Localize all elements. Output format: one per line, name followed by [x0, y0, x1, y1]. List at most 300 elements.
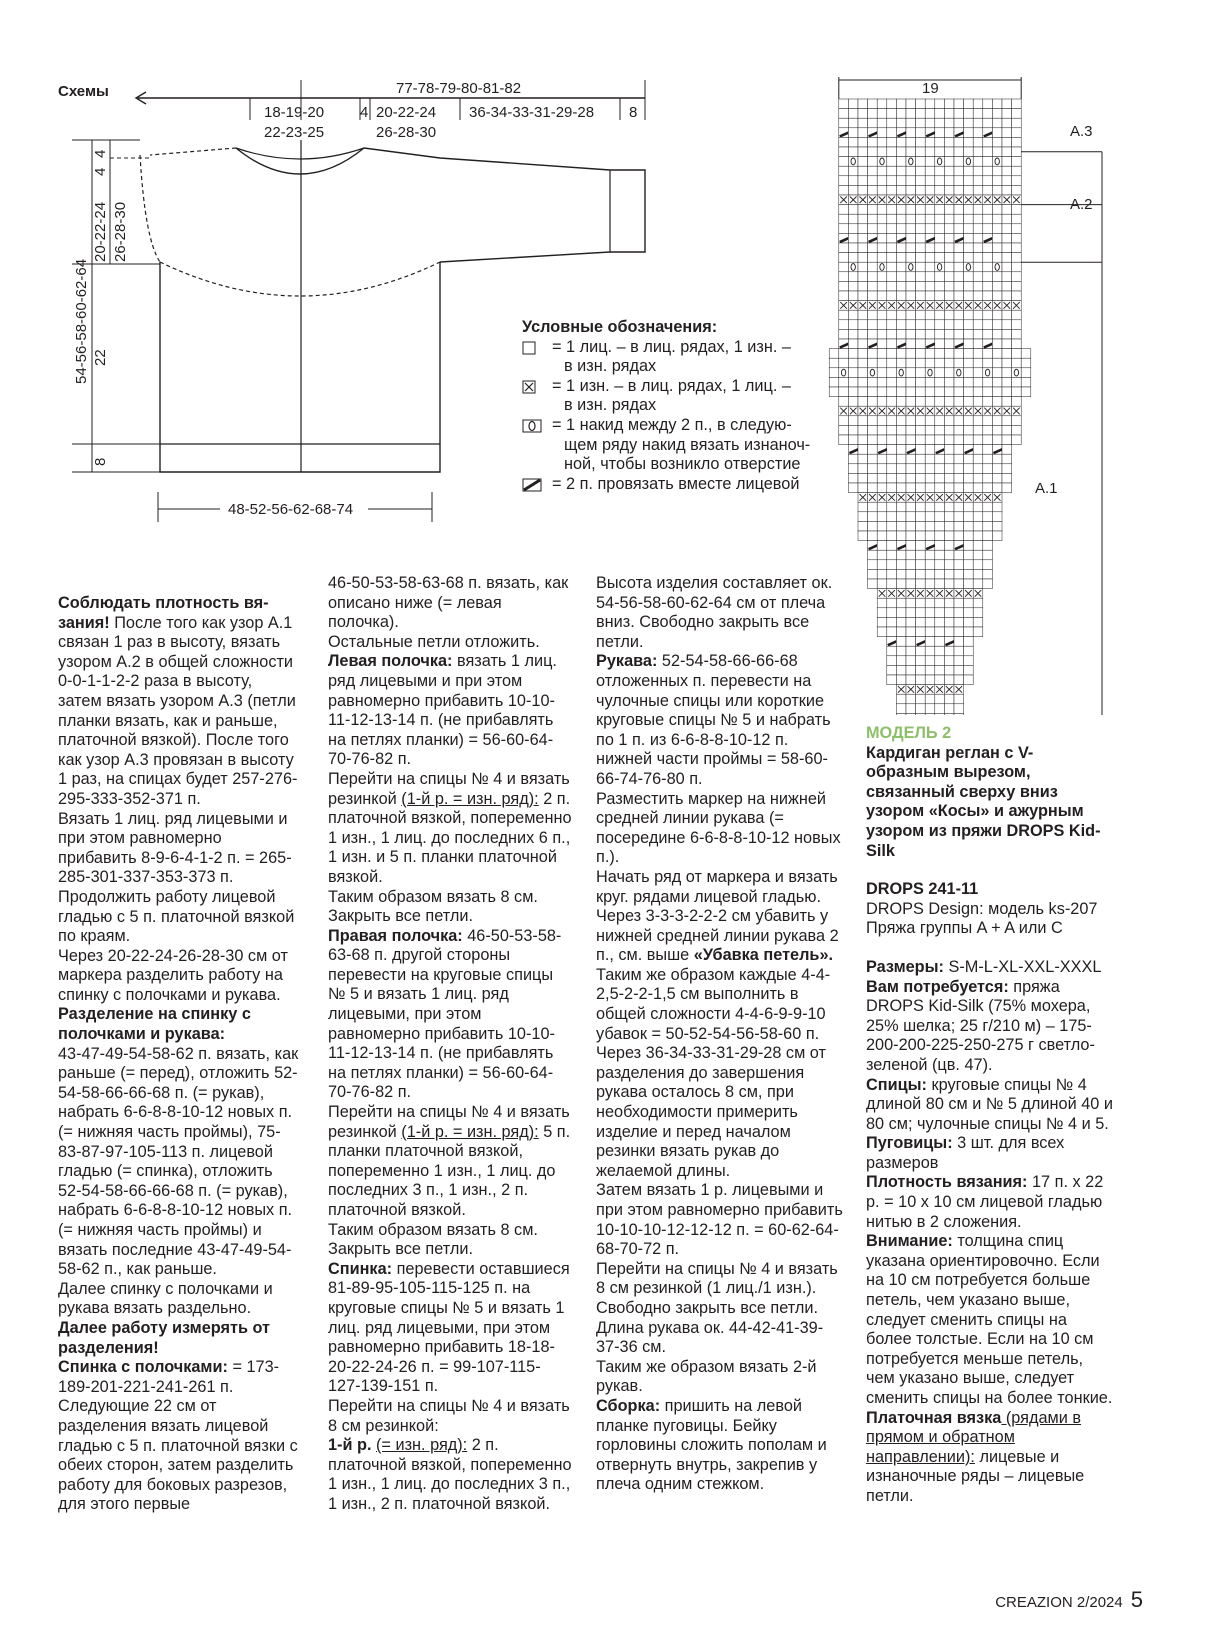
chart-cell: [896, 598, 906, 608]
chart-cell: [935, 416, 945, 426]
chart-cell: [935, 569, 945, 579]
chart-cell: [973, 349, 983, 359]
heading-sizes: Размеры:: [866, 957, 944, 976]
chart-cell: [935, 185, 945, 195]
chart-cell: [964, 272, 974, 282]
chart-cell: [916, 512, 926, 522]
paragraph: Разместить маркер на нижней средней линии рукава (= посередине 6-6-8-8-10-12 новых п.).: [596, 789, 841, 867]
chart-cell: [887, 157, 897, 167]
chart-cell: [877, 109, 887, 119]
chart-cell: [848, 416, 858, 426]
chart-cell: [1002, 358, 1012, 368]
chart-cell: [896, 272, 906, 282]
chart-cell: [1002, 377, 1012, 387]
chart-cell: [839, 387, 849, 397]
chart-cell: [944, 483, 954, 493]
chart-cell: [896, 377, 906, 387]
chart-cell: [954, 598, 964, 608]
chart-cell: [992, 377, 1002, 387]
chart-cell: [848, 310, 858, 320]
chart-cell: [1012, 358, 1022, 368]
chart-cell: [992, 339, 1002, 349]
chart-cell: [868, 291, 878, 301]
chart-cell: [992, 185, 1002, 195]
chart-cell: [992, 166, 1002, 176]
chart-cell: [839, 166, 849, 176]
chart-cell: [992, 358, 1002, 368]
chart-cell: [973, 531, 983, 541]
chart-cell: [964, 637, 974, 647]
chart-cell: [896, 253, 906, 263]
chart-cell: [935, 320, 945, 330]
chart-cell: [935, 166, 945, 176]
chart-cell: [906, 608, 916, 618]
chart-cell: [848, 176, 858, 186]
chart-cell: [877, 214, 887, 224]
chart-cell: [954, 377, 964, 387]
chart-cell: [896, 694, 906, 704]
chart-cell: [925, 560, 935, 570]
chart-cell: [973, 425, 983, 435]
paragraph: После того как узор А.1 связан 1 раз в высоту, вязать узором А.2 в общей сложности 0-0-1-1-2-2 раза в высоту, затем вязать узором А.3 (петли планки вязать, как и раньше, платочной вязкой). После того как узор А.3 провязан в высоту 1 раз, на спицах будет 257-276-295-333-352-371 п.: [58, 613, 298, 808]
chart-cell: [916, 435, 926, 445]
magazine-issue: CREAZION 2/2024: [995, 1594, 1123, 1611]
chart-cell: [839, 435, 849, 445]
chart-cell: [839, 291, 849, 301]
chart-cell: [839, 310, 849, 320]
chart-cell: [868, 521, 878, 531]
chart-cell: [935, 560, 945, 570]
chart-cell: [954, 243, 964, 253]
chart-cell: [868, 349, 878, 359]
chart-cell: [992, 118, 1002, 128]
chart-cell: [916, 243, 926, 253]
chart-cell: [916, 291, 926, 301]
chart-cell: [877, 608, 887, 618]
chart-cell: [983, 224, 993, 234]
chart-cell: [916, 416, 926, 426]
chart-cell: [973, 397, 983, 407]
chart-cell: [848, 185, 858, 195]
chart-cell: [877, 541, 887, 551]
chart-cell: [868, 320, 878, 330]
chart-cell: [944, 291, 954, 301]
chart-cell: [858, 281, 868, 291]
chart-cell: [887, 205, 897, 215]
chart-cell: [868, 435, 878, 445]
chart-cell: [839, 157, 849, 167]
chart-cell: [964, 454, 974, 464]
chart-cell: [964, 109, 974, 119]
chart-cell: [858, 147, 868, 157]
chart-cell: [896, 166, 906, 176]
chart-cell: [935, 656, 945, 666]
chart-cell: [944, 137, 954, 147]
chart-cell: [916, 694, 926, 704]
chart-cell: [848, 166, 858, 176]
chart-cell: [964, 646, 974, 656]
chart-cell: [1012, 166, 1022, 176]
chart-label-a1: A.1: [1035, 480, 1058, 497]
chart-cell: [877, 128, 887, 138]
chart-cell: [944, 185, 954, 195]
chart-cell: [858, 464, 868, 474]
chart-cell: [877, 310, 887, 320]
chart-cell: [887, 608, 897, 618]
chart-cell: [1002, 473, 1012, 483]
chart-cell: [916, 358, 926, 368]
chart-cell: [868, 473, 878, 483]
chart-cell: [848, 281, 858, 291]
chart-cell: [858, 214, 868, 224]
chart-cell: [868, 99, 878, 109]
chart-cell: [973, 445, 983, 455]
chart-cell: [954, 473, 964, 483]
chart-cell: [944, 675, 954, 685]
chart-cell: [916, 109, 926, 119]
chart-cell: [973, 320, 983, 330]
chart-cell: [877, 627, 887, 637]
chart-cell: [954, 185, 964, 195]
heading-attention: Внимание:: [866, 1232, 953, 1251]
chart-cell: [954, 320, 964, 330]
chart-cell: [916, 675, 926, 685]
paragraph: Следующие 22 см от разделения вязать лицевой гладью с 5 п. платочной вязки с обеих сторон, затем разделить работу для боковых разрезов, для этого первые: [58, 1397, 298, 1514]
chart-cell: [848, 109, 858, 119]
chart-cell: [1002, 214, 1012, 224]
chart-cell: [935, 425, 945, 435]
chart-cell: [868, 425, 878, 435]
chart-cell: [983, 99, 993, 109]
chart-cell: [839, 214, 849, 224]
chart-cell: [925, 473, 935, 483]
chart-cell: [992, 253, 1002, 263]
chart-cell: [954, 109, 964, 119]
chart-cell: [983, 569, 993, 579]
chart-cell: [916, 541, 926, 551]
chart-cell: [896, 512, 906, 522]
chart-cell: [829, 368, 839, 378]
paragraph: Перейти на спицы № 4 и вязать резинкой: [328, 769, 570, 808]
chart-cell: [973, 416, 983, 426]
chart-cell: [906, 473, 916, 483]
chart-cell: [954, 502, 964, 512]
chart-cell: [973, 272, 983, 282]
heading-gauge: Плотность вязания:: [866, 1173, 1028, 1192]
model-code: DROPS 241-11: [866, 880, 979, 899]
chart-cell: [916, 185, 926, 195]
chart-cell: [887, 320, 897, 330]
chart-cell: [964, 598, 974, 608]
chart-cell: [839, 205, 849, 215]
chart-cell: [877, 99, 887, 109]
chart-cell: [935, 617, 945, 627]
chart-cell: [906, 253, 916, 263]
chart-cell: [916, 665, 926, 675]
chart-cell: [906, 713, 916, 715]
chart-cell: [944, 176, 954, 186]
chart-cell: [1002, 445, 1012, 455]
chart-cell: [858, 329, 868, 339]
chart-cell: [935, 214, 945, 224]
chart-cell: [983, 483, 993, 493]
chart-cell: [935, 99, 945, 109]
chart-cell: [887, 214, 897, 224]
chart-cell: [964, 349, 974, 359]
chart-cell: [877, 358, 887, 368]
chart-cell: [944, 521, 954, 531]
chart-cell: [925, 713, 935, 715]
chart-cell: [964, 617, 974, 627]
chart-cell: [925, 608, 935, 618]
dim-neck-1: 18-19-20: [264, 104, 325, 121]
paragraph: перевести оставшиеся 81-89-95-105-115-125 п. на круговые спицы № 5 и вязать 1 лиц. ряд лицевыми, при этом равномерно прибавить 18-18-20-22-24-26 п. = 99-107-115-127-139-151 п.: [328, 1259, 570, 1396]
chart-cell: [973, 185, 983, 195]
chart-cell: [964, 147, 974, 157]
chart-cell: [906, 118, 916, 128]
chart-cell: [935, 233, 945, 243]
heading-gauge-warning: Соблюдать плотность вя- зания!: [58, 594, 269, 632]
chart-cell: [1012, 329, 1022, 339]
chart-cell: [868, 118, 878, 128]
chart-cell: [1002, 425, 1012, 435]
dim-rib-8: 8: [92, 457, 109, 466]
chart-cell: [944, 713, 954, 715]
chart-cell: [858, 425, 868, 435]
paragraph: 2 п. платочной вязкой, попеременно 1 изн., 1 лиц. до последних 6 п., 1 изн. и 5 п. планки платочной вязкой.: [328, 789, 572, 886]
chart-cell: [839, 349, 849, 359]
chart-cell: [954, 646, 964, 656]
chart-cell: [839, 185, 849, 195]
chart-cell: [916, 550, 926, 560]
chart-cell: [983, 349, 993, 359]
chart-cell: [1002, 349, 1012, 359]
chart-cell: [925, 253, 935, 263]
chart-cell: [935, 349, 945, 359]
chart-cell: [983, 176, 993, 186]
chart-cell: [887, 483, 897, 493]
chart-cell: [944, 128, 954, 138]
chart-cell: [848, 253, 858, 263]
legend-item-text: = 1 лиц. – в лиц. рядах, 1 изн. –: [552, 337, 791, 356]
chart-cell: [973, 387, 983, 397]
chart-cell: [839, 416, 849, 426]
chart-cell: [964, 329, 974, 339]
dim-left-4b: 4: [92, 167, 109, 176]
paragraph: Продолжить работу лицевой гладью с 5 п. платочной вязкой по краям.: [58, 887, 295, 946]
chart-cell: [983, 329, 993, 339]
chart-cell: [858, 368, 868, 378]
heading-right-front: Правая полочка:: [328, 926, 463, 945]
chart-cell: [887, 358, 897, 368]
chart-cell: [916, 646, 926, 656]
chart-cell: [877, 368, 887, 378]
chart-cell: [964, 166, 974, 176]
chart-cell: [983, 272, 993, 282]
chart-cell: [944, 397, 954, 407]
chart-cell: [973, 598, 983, 608]
chart-cell: [935, 397, 945, 407]
chart-cell: [1002, 272, 1012, 282]
chart-cell: [944, 205, 954, 215]
chart-cell: [916, 214, 926, 224]
chart-cell: [973, 243, 983, 253]
chart-cell: [992, 224, 1002, 234]
chart-cell: [983, 445, 993, 455]
chart-cell: [896, 521, 906, 531]
chart-cell: [848, 99, 858, 109]
chart-cell: [983, 541, 993, 551]
chart-cell: [1002, 157, 1012, 167]
chart-cell: [896, 569, 906, 579]
chart-cell: [868, 224, 878, 234]
empty-square-icon: [522, 341, 542, 355]
paragraph: Через 20-22-24-26-28-30 см от маркера разделить работу на спинку с полочками и рукава.: [58, 946, 288, 1004]
chart-cell: [868, 377, 878, 387]
chart-cell: [992, 147, 1002, 157]
chart-cell: [964, 137, 974, 147]
legend-item-text: в изн. рядах: [564, 396, 657, 415]
chart-cell: [877, 464, 887, 474]
chart-cell: [992, 473, 1002, 483]
chart-cell: [868, 397, 878, 407]
chart-cell: [877, 166, 887, 176]
chart-cell: [935, 454, 945, 464]
chart-cell: [858, 397, 868, 407]
chart-cell: [896, 665, 906, 675]
chart-cell: [925, 445, 935, 455]
chart-cell: [954, 627, 964, 637]
chart-cell: [858, 454, 868, 464]
chart-cell: [1002, 310, 1012, 320]
heading-left-front: Левая полочка:: [328, 652, 453, 671]
chart-cell: [1002, 243, 1012, 253]
chart-cell: [992, 349, 1002, 359]
chart-cell: [868, 253, 878, 263]
chart-cell: [944, 598, 954, 608]
chart-cell: [964, 243, 974, 253]
chart-cell: [964, 512, 974, 522]
legend-item-text: = 1 изн. – в лиц. рядах, 1 лиц. –: [552, 376, 791, 395]
chart-cell: [848, 473, 858, 483]
chart-cell: [954, 157, 964, 167]
chart-cell: [935, 272, 945, 282]
heading-sleeves: Рукава:: [596, 652, 658, 671]
chart-cell: [906, 617, 916, 627]
chart-cell: [858, 128, 868, 138]
chart-cell: [906, 569, 916, 579]
chart-cell: [877, 329, 887, 339]
chart-cell: [964, 550, 974, 560]
chart-cell: [1012, 397, 1022, 407]
chart-cell: [916, 157, 926, 167]
paragraph: 46-50-53-58-63-68 п. другой стороны перевести на круговые спицы № 5 и вязать 1 лиц. ряд лицевыми, при этом равномерно прибавить 10-10-11-12-13-14 п. (не прибавлять на петлях планки) = 56-60-64-70-76-82 п.: [328, 926, 562, 1102]
paragraph: Затем вязать 1 р. лицевыми и при этом равномерно прибавить 10-10-10-12-12-12 п. = 60-62-64-68-70-72 п.: [596, 1181, 843, 1259]
text-column-3: [596, 574, 844, 1495]
dim-sleeve-length: 36-34-33-31-29-28: [469, 104, 595, 121]
chart-cell: [858, 512, 868, 522]
chart-cell: [925, 502, 935, 512]
chart-cell: [925, 617, 935, 627]
chart-cell: [906, 358, 916, 368]
chart-cell: [925, 550, 935, 560]
chart-cell: [916, 329, 926, 339]
chart-cell: [896, 243, 906, 253]
chart-cell: [887, 349, 897, 359]
chart-cell: [983, 243, 993, 253]
chart-cell: [983, 262, 993, 272]
chart-cell: [1012, 109, 1022, 119]
chart-cell: [1012, 147, 1022, 157]
chart-cell: [916, 627, 926, 637]
chart-cell: [992, 128, 1002, 138]
chart-cell: [992, 205, 1002, 215]
chart-cell: [916, 704, 926, 714]
chart-cell: [983, 147, 993, 157]
chart-cell: [916, 473, 926, 483]
chart-cell: [916, 569, 926, 579]
chart-cell: [973, 253, 983, 263]
chart-cell: [964, 310, 974, 320]
chart-cell: [925, 224, 935, 234]
chart-cell: [954, 521, 964, 531]
chart-cell: [916, 176, 926, 186]
chart-cell: [954, 454, 964, 464]
chart-cell: [944, 109, 954, 119]
chart-cell: [935, 608, 945, 618]
chart-cell: [964, 627, 974, 637]
chart-cell: [954, 262, 964, 272]
chart-cell: [906, 435, 916, 445]
chart-cell: [954, 99, 964, 109]
chart-cell: [964, 253, 974, 263]
chart-cell: [973, 157, 983, 167]
chart-cell: [973, 339, 983, 349]
chart-cell: [973, 454, 983, 464]
chart-cell: [954, 310, 964, 320]
chart-cell: [916, 579, 926, 589]
paragraph: Перейти на спицы № 4 и вязать 8 см резинкой:: [328, 1396, 570, 1435]
chart-cell: [935, 339, 945, 349]
chart-cell: [906, 185, 916, 195]
chart-cell: [877, 569, 887, 579]
chart-cell: [983, 109, 993, 119]
chart-cell: [868, 387, 878, 397]
chart-cell: [1021, 368, 1031, 378]
chart-cell: [1012, 435, 1022, 445]
chart-cell: [858, 339, 868, 349]
chart-cell: [1002, 416, 1012, 426]
chart-cell: [848, 483, 858, 493]
chart-cell: [896, 109, 906, 119]
chart-cell: [944, 694, 954, 704]
chart-cell: [1002, 176, 1012, 186]
chart-cell: [877, 397, 887, 407]
chart-cell: [1002, 147, 1012, 157]
chart-cell: [925, 531, 935, 541]
chart-top-width: 19: [922, 80, 939, 97]
chart-cell: [896, 454, 906, 464]
chart-cell: [983, 166, 993, 176]
chart-cell: [973, 233, 983, 243]
chart-cell: [973, 464, 983, 474]
chart-cell: [906, 128, 916, 138]
chart-cell: [877, 473, 887, 483]
chart-cell: [916, 608, 926, 618]
chart-cell: [973, 99, 983, 109]
chart-cell: [877, 483, 887, 493]
chart-cell: [925, 109, 935, 119]
